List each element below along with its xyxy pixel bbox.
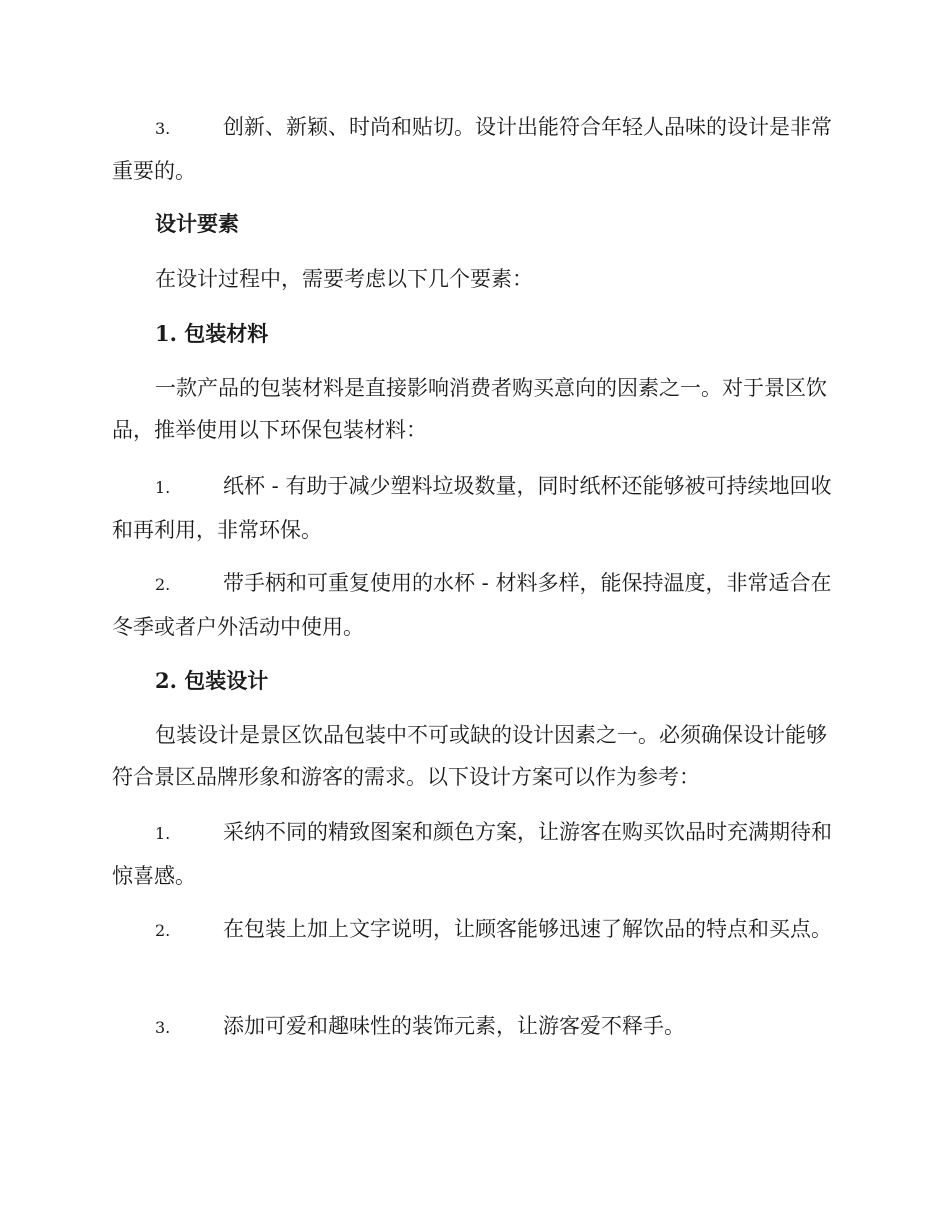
list-item (112, 908, 832, 952)
list-number: 2. (155, 921, 171, 940)
list-item-text: 纸杯 - 有助于减少塑料垃圾数量，同时纸杯还能够被可持续地回收和再利用，非常环保。 (112, 474, 832, 542)
list-item (112, 106, 832, 192)
list-item-text: 采纳不同的精致图案和颜色方案，让游客在购买饮品时充满期待和惊喜感。 (112, 820, 832, 888)
list-number: 1. (155, 478, 171, 497)
list-item (112, 465, 832, 551)
list-item (112, 562, 832, 648)
subsection-heading-packaging-design: 2. 包装设计 (155, 668, 269, 693)
list-number: 2. (155, 575, 171, 594)
list-item-text: 在包装上加上文字说明，让顾客能够迅速了解饮品的特点和买点。 (223, 917, 832, 941)
list-item (112, 811, 832, 897)
list-number: 1. (155, 824, 171, 843)
list-number: 3. (155, 119, 171, 138)
list-number: 3. (155, 1018, 171, 1037)
section-heading-design-elements: 设计要素 (155, 211, 239, 236)
list-item-text: 带手柄和可重复使用的水杯 - 材料多样，能保持温度，非常适合在冬季或者户外活动中使用。 (112, 571, 832, 639)
paragraph: 包装设计是景区饮品包装中不可或缺的设计因素之一。必须确保设计能够符合景区品牌形象和游客的需求。以下设计方案可以作为参考： (112, 723, 827, 789)
paragraph: 一款产品的包装材料是直接影响消费者购买意向的因素之一。对于景区饮品，推举使用以下环保包装材料： (112, 376, 827, 442)
paragraph: 在设计过程中，需要考虑以下几个要素： (155, 267, 533, 291)
list-item (112, 1005, 832, 1049)
list-item-text: 添加可爱和趣味性的装饰元素，让游客爱不释手。 (223, 1014, 685, 1038)
subsection-heading-packaging-material: 1. 包装材料 (155, 321, 269, 346)
list-item-text: 创新、新颖、时尚和贴切。设计出能符合年轻人品味的设计是非常重要的。 (112, 115, 832, 183)
